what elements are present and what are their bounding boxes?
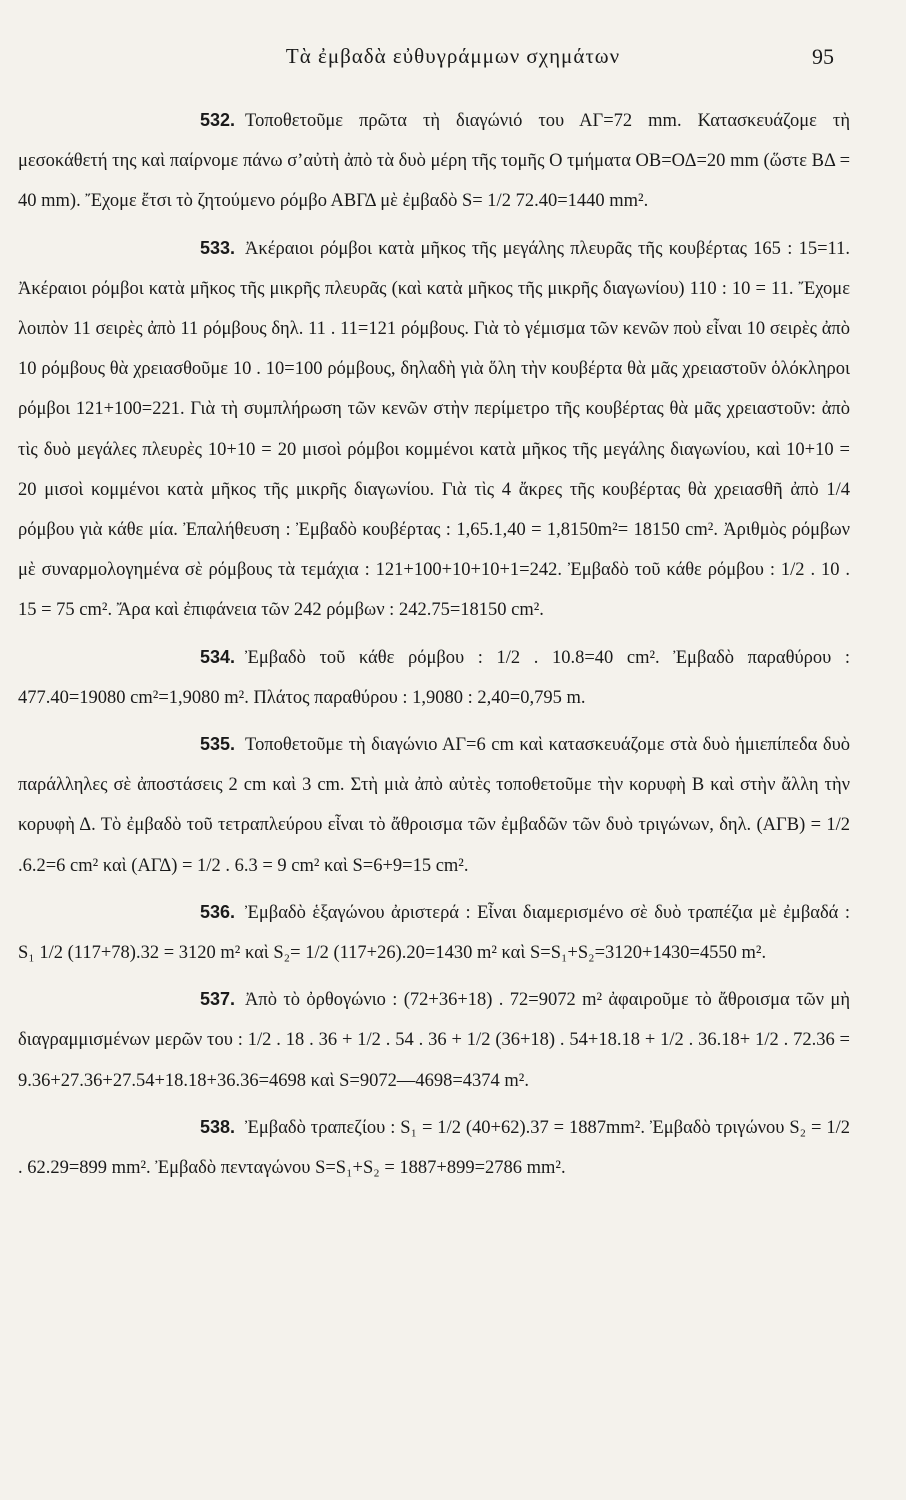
problem-number: 536. <box>200 901 236 922</box>
problem-535 <box>18 724 850 886</box>
problem-text: Ἐμβαδὸ τραπεζίου : S₁ = 1/2 (40+62).37 = 1887mm². Ἐμβαδὸ τριγώνου S₂ = 1/2 . 62.29=899 mm². Ἐμβαδὸ πενταγώνου S=S₁+S₂ = 1887+899=2786 mm². <box>18 1117 850 1179</box>
problem-text: Τοποθετοῦμε πρῶτα τὴ διαγώνιό του ΑΓ=72 mm. Κατασκευάζομε τὴ μεσοκάθετή της καὶ παίρνομε πάνω σ’αὐτὴ ἀπὸ τὰ δυὸ μέρη τῆς τομῆς Ο τμήματα ΟΒ=ΟΔ=20 mm (ὥστε ΒΔ = 40 mm). Ἔχομε ἔτσι τὸ ζητούμενο ρόμβο ΑΒΓΔ μὲ ἐμβαδὸ S= 1/2 72.40=1440 mm². <box>18 111 850 212</box>
problem-number: 533. <box>200 237 236 258</box>
solutions-body <box>18 100 850 1188</box>
problem-text: Ἐμβαδὸ ἑξαγώνου ἀριστερά : Εἶναι διαμερισμένο σὲ δυὸ τραπέζια μὲ ἐμβαδά : S₁ 1/2 (117+78).32 = 3120 m² καὶ S₂= 1/2 (117+26).20=1430 m² καὶ S=S₁+S₂=3120+1430=4550 m². <box>18 902 850 964</box>
problem-number: 537. <box>200 989 236 1010</box>
problem-number: 535. <box>200 734 236 755</box>
problem-number: 532. <box>200 110 236 130</box>
problem-537 <box>18 979 850 1101</box>
problem-text: Ἐμβαδὸ τοῦ κάθε ρόμβου : 1/2 . 10.8=40 cm². Ἐμβαδὸ παραθύρου : 477.40=19080 cm²=1,9080 m². Πλάτος παραθύρου : 1,9080 : 2,40=0,795 m. <box>18 647 850 708</box>
problem-text: Τοποθετοῦμε τὴ διαγώνιο ΑΓ=6 cm καὶ κατασκευάζομε στὰ δυὸ ἡμιεπίπεδα δυὸ παράλληλες σὲ ἀποστάσεις 2 cm καὶ 3 cm. Στὴ μιὰ ἀπὸ αὐτὲς τοποθετοῦμε τὴν κορυφὴ Β καὶ στὴν ἄλλη τὴν κορυφὴ Δ. Τὸ ἐμβαδὸ τοῦ τετραπλεύρου εἶναι τὸ ἄθροισμα τῶν ἐμβαδῶν τῶν δυὸ τριγώνων, δηλ. (ΑΓΒ) = 1/2 .6.2=6 cm² καὶ (ΑΓΔ) = 1/2 . 6.3 = 9 cm² καὶ S=6+9=15 cm². <box>18 735 850 876</box>
page-header <box>0 44 906 84</box>
problem-text: Ἀκέραιοι ρόμβοι κατὰ μῆκος τῆς μεγάλης πλευρᾶς τῆς κουβέρτας 165 : 15=11. Ἀκέραιοι ρόμβοι κατὰ μῆκος τῆς μικρῆς πλευρᾶς (καὶ κατὰ μῆκος τῆς μικρῆς διαγωνίου) 110 : 10 = 11. Ἔχομε λοιπὸν 11 σειρὲς ἀπὸ 11 ρόμβους δηλ. 11 . 11=121 ρόμβους. Γιὰ τὸ γέμισμα τῶν κενῶν ποὺ εἶναι 10 σειρὲς ἀπὸ 10 ρόμβους θὰ χρειασθοῦμε 10 . 10=100 ρόμβους, δηλαδὴ γιὰ ὅλη τὴν κουβέρτα θὰ μᾶς χρειαστοῦν ὁλόκληροι ρόμβοι 121+100=221. Γιὰ τὴ συμπλήρωση τῶν κενῶν στὴν περίμετρο τῆς κουβέρτας θὰ μᾶς χρειαστοῦν: ἀπὸ τὶς δυὸ μεγάλες πλευρὲς 10+10 = 20 μισοὶ ρόμβοι κομμένοι κατὰ μῆκος τῆς μεγάλης διαγωνίου, καὶ 10+10 = 20 μισοὶ κομμένοι κατὰ μῆκος τῆς μικρῆς διαγωνίου. Γιὰ τὶς 4 ἄκρες τῆς κουβέρτας θὰ χρειασθῆ ἀπὸ 1/4 ρόμβου γιὰ κάθε μία. Ἐπαλήθευση : Ἐμβαδὸ κουβέρτας : 1,65.1,40 = 1,8150m²= 18150 cm². Ἀριθμὸς ρόμβων μὲ συναρμολογημένα σὲ ρόμβους τὰ τεμάχια : 121+100+10+10+1=242. Ἐμβαδὸ τοῦ κάθε ρόμβου : 1/2 . 10 . 15 = 75 cm². Ἄρα καὶ ἐπιφάνεια τῶν 242 ρόμβων : 242.75=18150 cm². <box>18 238 850 621</box>
problem-534 <box>18 637 850 718</box>
problem-paragraph <box>18 892 850 973</box>
problem-paragraph <box>18 228 850 631</box>
problem-paragraph <box>18 724 850 886</box>
running-title: Τὰ ἐμβαδὰ εὐθυγράμμων σχημάτων <box>285 44 621 68</box>
page-number: 95 <box>812 44 834 69</box>
problem-paragraph <box>18 100 850 222</box>
problem-text: Ἀπὸ τὸ ὀρθογώνιο : (72+36+18) . 72=9072 m² ἀφαιροῦμε τὸ ἄθροισμα τῶν μὴ διαγραμμισμένων μερῶν του : 1/2 . 18 . 36 + 1/2 . 54 . 36 + 1/2 (36+18) . 54+18.18 + 1/2 . 36.18+ 1/2 . 72.36 = 9.36+27.36+27.54+18.18+36.36=4698 καὶ S=9072—4698=4374 m². <box>18 990 850 1091</box>
problem-number: 534. <box>200 646 236 667</box>
problem-532 <box>18 100 850 222</box>
problem-paragraph <box>18 1107 850 1188</box>
problem-number: 538. <box>200 1116 236 1137</box>
problem-paragraph <box>18 979 850 1101</box>
problem-538 <box>18 1107 850 1188</box>
problem-533 <box>18 228 850 631</box>
problem-paragraph <box>18 637 850 718</box>
problem-536 <box>18 892 850 973</box>
